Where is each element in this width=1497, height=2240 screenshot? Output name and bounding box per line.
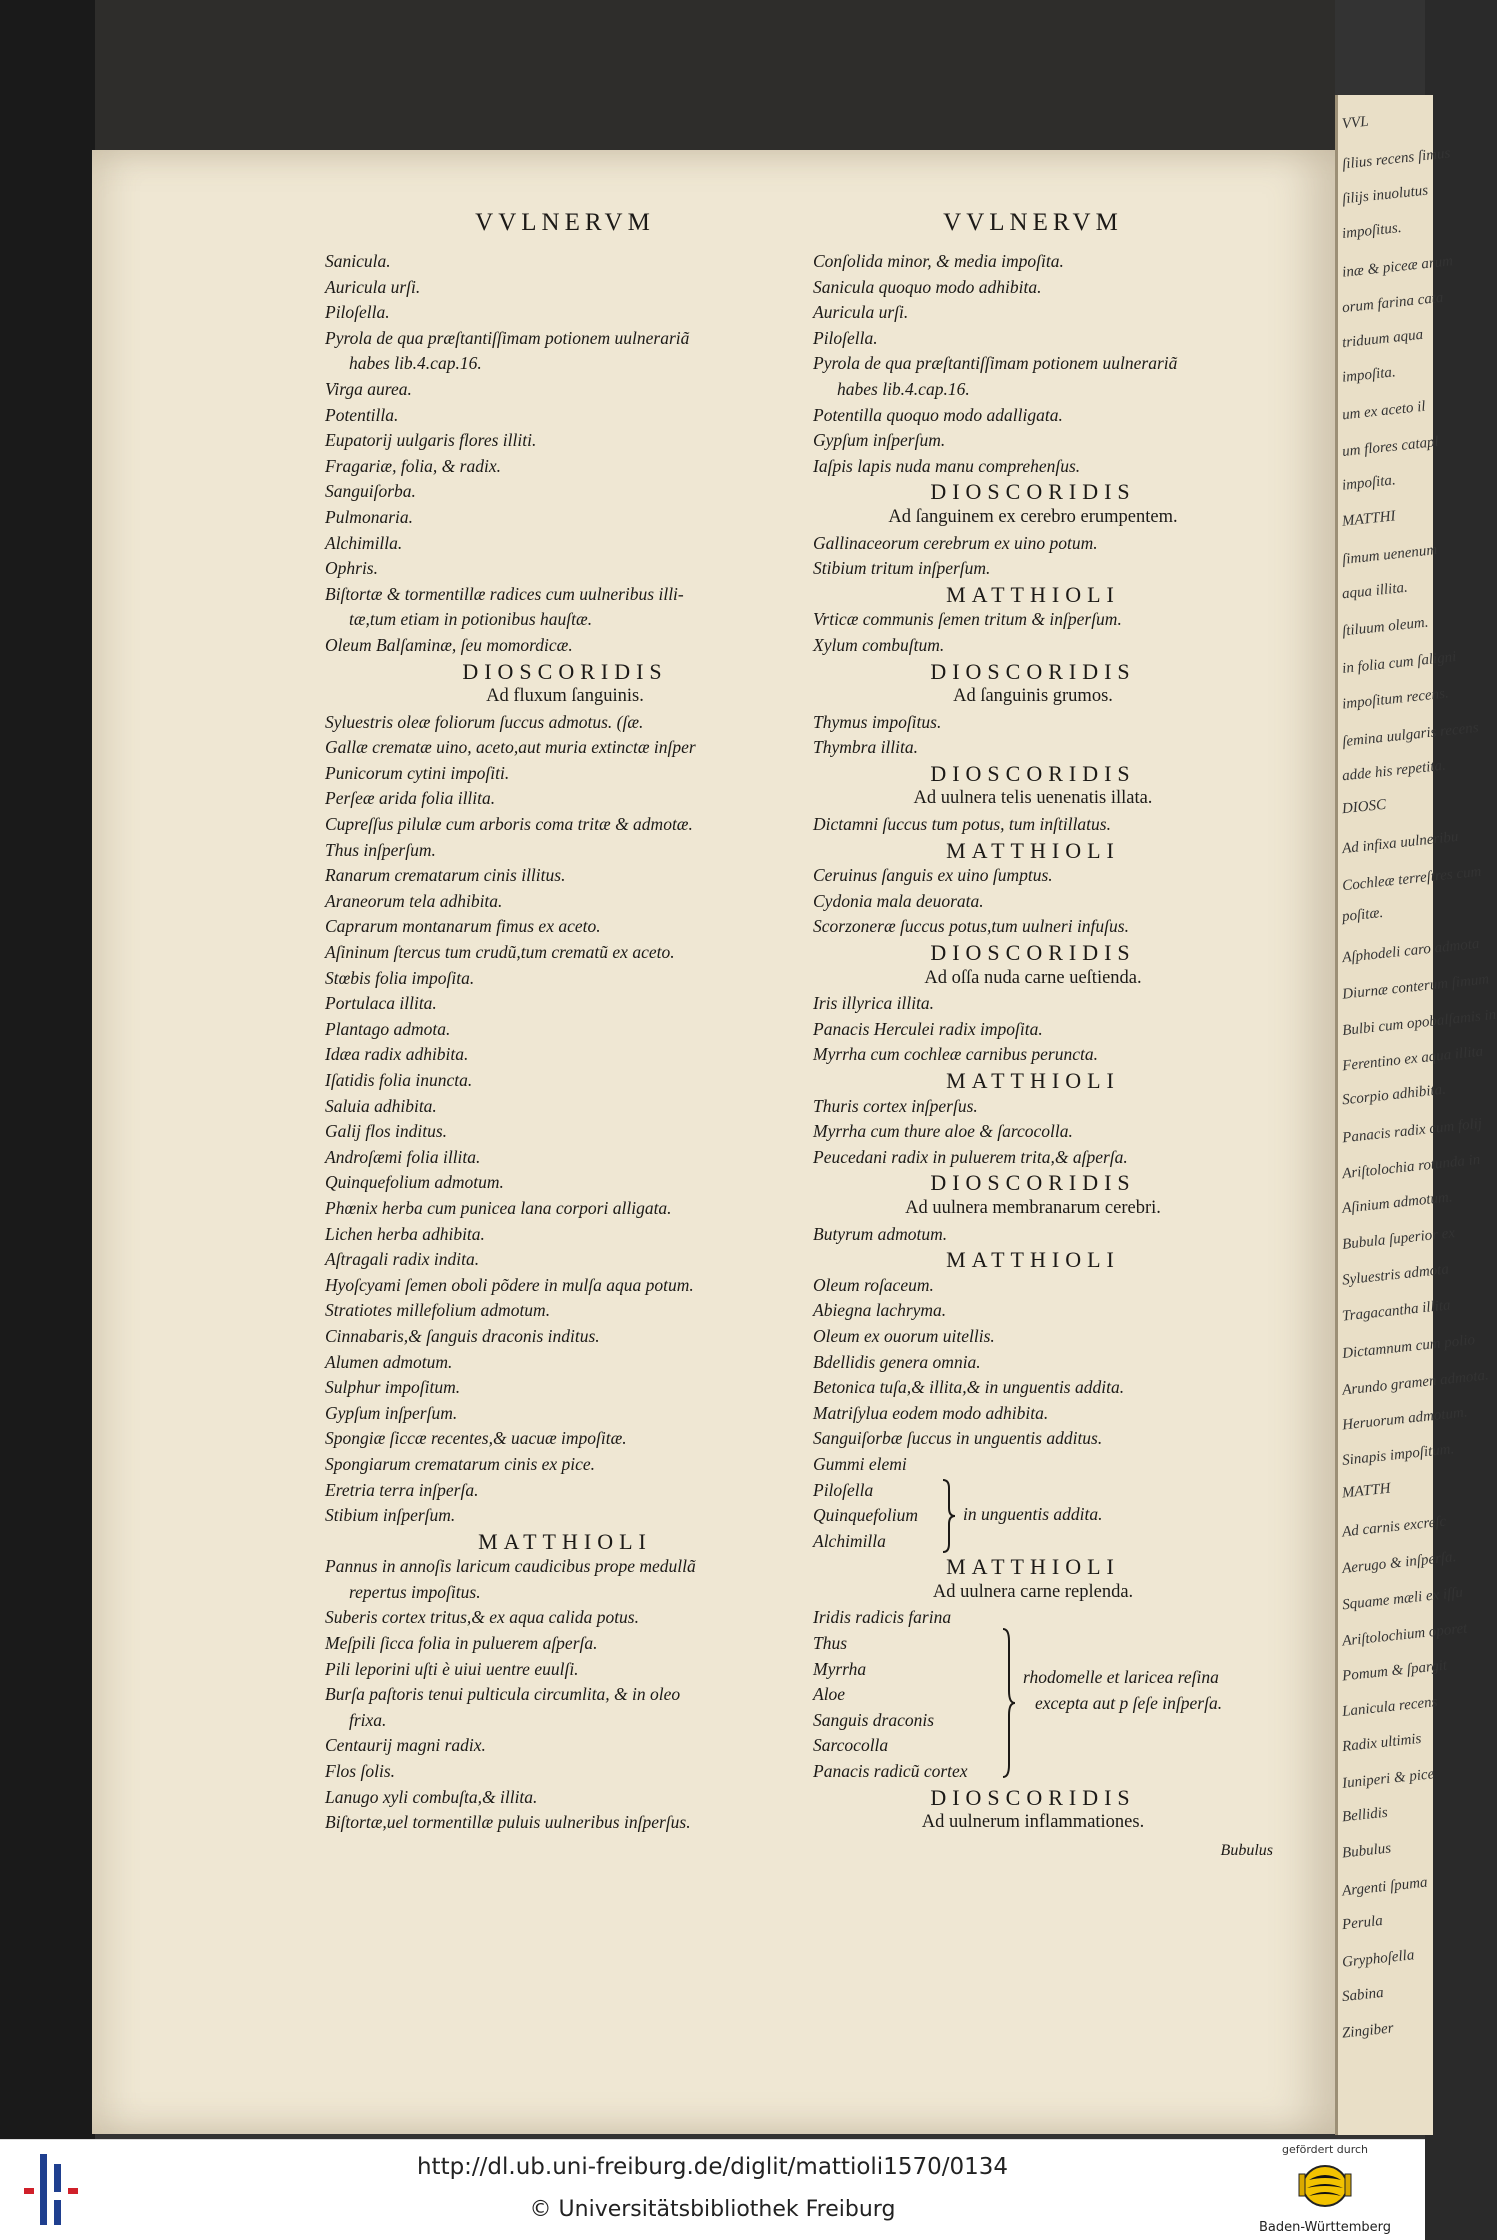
text-line: Butyrum admotum. bbox=[813, 1223, 948, 1244]
text-line: Alchimilla. bbox=[325, 532, 403, 553]
text-line: Punicorum cytini impoſiti. bbox=[325, 762, 510, 783]
brace-group-carne bbox=[813, 1605, 1253, 1784]
text-line-continuation: habes lib.4.cap.16. bbox=[837, 378, 970, 399]
text-line-continuation: tæ,tum etiam in potionibus hauſtæ. bbox=[349, 609, 593, 630]
text-line: Spongiarum crematarum cinis ex pice. bbox=[325, 1453, 596, 1474]
next-page-fragment: ſtiluum oleum. bbox=[1341, 614, 1430, 640]
next-page-fragment: Panacis radix cum folij bbox=[1341, 1115, 1483, 1147]
text-line: Suberis cortex tritus,& ex aqua calida potus. bbox=[325, 1607, 639, 1628]
next-page-fragment: Aerugo & inſperſa. bbox=[1341, 1549, 1458, 1577]
text-line: Syluestris oleæ foliorum ſuccus admotus. (ſæ. bbox=[325, 711, 644, 732]
text-line: Stibium tritum inſperſum. bbox=[813, 558, 991, 579]
text-line: Idæa radix adhibita. bbox=[325, 1044, 469, 1065]
text-line: Gypſum inſperſum. bbox=[813, 430, 946, 451]
section-heading: MATTHIOLI bbox=[946, 581, 1120, 607]
text-line: Dictamni ſuccus tum potus, tum inſtillatus. bbox=[813, 814, 1111, 835]
next-page-fragment: Pomum & ſpargit bbox=[1341, 1657, 1448, 1685]
section-heading: DIOSCORIDIS bbox=[930, 479, 1136, 505]
next-page-fragment: Syluestris admota bbox=[1341, 1261, 1450, 1289]
brace-item: Aloe bbox=[813, 1684, 846, 1705]
copyright-text: © Universitätsbibliothek Freiburg bbox=[529, 2197, 896, 2222]
left-column bbox=[325, 205, 805, 1836]
binding-strip bbox=[0, 0, 95, 2139]
text-line: Pulmonaria. bbox=[325, 506, 413, 527]
next-page-fragment: ſilijs inuolutus bbox=[1341, 182, 1429, 208]
curly-brace-icon bbox=[941, 1478, 957, 1554]
next-page-fragment: Bellidis bbox=[1341, 1804, 1389, 1826]
text-line: Oleum ex ouorum uitellis. bbox=[813, 1325, 995, 1346]
section-heading: DIOSCORIDIS bbox=[930, 1784, 1136, 1810]
section-subheading: Ad uulnera membranarum cerebri. bbox=[905, 1197, 1161, 1218]
text-line: Sulphur impoſitum. bbox=[325, 1377, 461, 1398]
brace-label-line1: rhodomelle et laricea reſina bbox=[1023, 1667, 1219, 1688]
text-line: Cupreſſus pilulæ cum arboris coma tritæ & admotæ. bbox=[325, 814, 693, 835]
text-line: Xylum combuſtum. bbox=[813, 634, 945, 655]
next-page-fragment: Scorpio adhibita. bbox=[1341, 1081, 1447, 1109]
text-line: Cinnabaris,& ſanguis draconis inditus. bbox=[325, 1325, 600, 1346]
next-page-fragment: orum farina cata bbox=[1341, 289, 1445, 317]
text-line: Gallæ crematæ uino, aceto,aut muria extinctæ inſper bbox=[325, 737, 696, 758]
next-page-fragment: Ariſtolochium oporet bbox=[1341, 1620, 1469, 1650]
section-heading: MATTHIOLI bbox=[946, 837, 1120, 863]
text-line: Oleum Balſaminæ, ſeu momordicæ. bbox=[325, 634, 573, 655]
text-line-continuation: repertus impoſitus. bbox=[349, 1581, 481, 1602]
next-page-fragment: Squame mæli ex iſſu bbox=[1341, 1584, 1464, 1614]
brace-item: Sarcocolla bbox=[813, 1735, 889, 1756]
text-line: Eupatorij uulgaris flores illiti. bbox=[325, 430, 537, 451]
next-page-fragment: Ad carnis excreſc bbox=[1341, 1513, 1447, 1541]
section-subheading: Ad ſanguinem ex cerebro erumpentem. bbox=[888, 506, 1178, 527]
brace-item: Quinquefolium bbox=[813, 1505, 918, 1526]
section-subheading: Ad ſanguinis grumos. bbox=[953, 686, 1113, 707]
text-line: Ceruinus ſanguis ex uino ſumptus. bbox=[813, 865, 1053, 886]
text-line: Biſtortæ & tormentillæ radices cum uulneribus illi- bbox=[325, 583, 684, 604]
next-page-fragment: impoſitum recens. bbox=[1341, 685, 1450, 713]
text-line: Potentilla. bbox=[325, 404, 399, 425]
text-line: Sanguiſorbæ ſuccus in unguentis additus. bbox=[813, 1428, 1103, 1449]
text-line: Gypſum inſperſum. bbox=[325, 1402, 458, 1423]
next-page-fragment: Aſphodeli caro admota bbox=[1341, 935, 1481, 967]
text-line: Potentilla quoquo modo adalligata. bbox=[813, 404, 1063, 425]
section-heading: DIOSCORIDIS bbox=[930, 940, 1136, 966]
brace-item: Alchimilla bbox=[813, 1530, 886, 1551]
text-line: Aſininum ſtercus tum crudũ,tum crematũ ex aceto. bbox=[325, 942, 675, 963]
text-line: Piloſella. bbox=[813, 327, 878, 348]
next-page-fragment: Bubulus bbox=[1341, 1840, 1392, 1862]
next-page-fragment: Sinapis impoſitum. bbox=[1341, 1441, 1455, 1469]
text-line: Peucedani radix in puluerem trita,& aſperſa. bbox=[813, 1146, 1128, 1167]
text-line: Gallinaceorum cerebrum ex uino potum. bbox=[813, 532, 1098, 553]
text-line: Phœnix herba cum punicea lana corpori alligata. bbox=[325, 1197, 672, 1218]
next-page-fragment: impoſita. bbox=[1341, 472, 1397, 494]
text-line: Ranarum crematarum cinis illitus. bbox=[325, 865, 566, 886]
next-page-fragment: Arundo gramen admota. bbox=[1341, 1367, 1490, 1399]
text-line: Quinquefolium admotum. bbox=[325, 1172, 504, 1193]
text-line-continuation: habes lib.4.cap.16. bbox=[349, 353, 482, 374]
text-line: Oleum roſaceum. bbox=[813, 1274, 934, 1295]
text-line: Sanguiſorba. bbox=[325, 481, 416, 502]
text-line: Lanugo xyli combuſta,& illita. bbox=[325, 1786, 538, 1807]
section-heading: DIOSCORIDIS bbox=[930, 760, 1136, 786]
brace-item: Iridis radicis farina bbox=[813, 1607, 952, 1628]
section-heading: DIOSCORIDIS bbox=[930, 1170, 1136, 1196]
text-line: Pyrola de qua præſtantiſſimam potionem uulnerariã bbox=[813, 353, 1178, 374]
next-page-fragment: Perula bbox=[1341, 1912, 1384, 1934]
next-page-fragment: Heruorum admotum. bbox=[1341, 1404, 1469, 1434]
next-page-fragment: Zingiber bbox=[1341, 2020, 1395, 2042]
text-line: Eretria terra inſperſa. bbox=[325, 1479, 479, 1500]
next-page-edge bbox=[1335, 95, 1497, 2135]
next-page-fragment: Ariſtolochia rotunda in bbox=[1341, 1151, 1482, 1183]
section-heading: DIOSCORIDIS bbox=[930, 658, 1136, 684]
section-heading: MATTHIOLI bbox=[946, 1554, 1120, 1580]
right-column-text bbox=[813, 249, 1253, 1478]
next-page-fragment: in folia cum ſaligni bbox=[1341, 649, 1458, 677]
text-line: Caprarum montanarum fimus ex aceto. bbox=[325, 916, 601, 937]
text-line: Androſæmi folia illita. bbox=[325, 1146, 481, 1167]
brace-item: Sanguis draconis bbox=[813, 1709, 935, 1730]
left-column-text bbox=[325, 249, 805, 1836]
sponsor-name: Baden-Württemberg bbox=[1259, 2220, 1391, 2235]
text-line-continuation: frixa. bbox=[349, 1709, 387, 1730]
text-line: Lichen herba adhibita. bbox=[325, 1223, 485, 1244]
text-line: Virga aurea. bbox=[325, 378, 412, 399]
text-line: Pili leporini uſti è uiui uentre euulſi. bbox=[325, 1658, 579, 1679]
document-url[interactable]: http://dl.ub.uni-freiburg.de/diglit/mattioli1570/0134 bbox=[416, 2154, 1009, 2180]
brace-group-unguentis bbox=[813, 1478, 1253, 1555]
text-line: Alumen admotum. bbox=[325, 1351, 453, 1372]
text-line: Stœbis folia impoſita. bbox=[325, 967, 475, 988]
text-line: Conſolida minor, & media impoſita. bbox=[813, 251, 1064, 271]
text-line: Aſtragali radix indita. bbox=[325, 1249, 480, 1270]
section-heading: MATTHIOLI bbox=[946, 1068, 1120, 1093]
next-page-fragment: Diurnæ conterum ſimum bbox=[1341, 971, 1490, 1003]
brace-item: Myrrha bbox=[813, 1658, 867, 1679]
curly-brace-icon bbox=[1001, 1627, 1017, 1779]
next-page-fragment: adde his repetita. bbox=[1341, 757, 1447, 785]
section-subheading: Ad uulnera carne replenda. bbox=[932, 1581, 1134, 1602]
text-line: Panacis Herculei radix impoſita. bbox=[813, 1018, 1043, 1039]
next-page-fragment: Bulbi cum opobalſamis in bbox=[1341, 1006, 1497, 1040]
text-line: Bdellidis genera omnia. bbox=[813, 1351, 981, 1372]
text-line: Burſa paſtoris tenui pulticula circumlita, & in oleo bbox=[325, 1684, 681, 1705]
text-line: Gummi elemi bbox=[813, 1453, 907, 1474]
top-shadow bbox=[95, 0, 1335, 150]
section-subheading: Ad uulnera telis uenenatis illata. bbox=[913, 788, 1153, 809]
next-page-fragment: Dictamnum cum polio bbox=[1341, 1332, 1476, 1362]
text-line: Galij flos inditus. bbox=[325, 1121, 448, 1142]
section-heading: MATTHIOLI bbox=[478, 1528, 652, 1554]
next-page-fragment: Gryphoſella bbox=[1341, 1947, 1416, 1971]
state-crest-icon bbox=[1295, 2158, 1355, 2214]
section-subheading: Ad uulnerum inflammationes. bbox=[921, 1812, 1145, 1833]
catchword: Bubulus bbox=[1220, 1841, 1273, 1859]
text-line: Auricula urſi. bbox=[813, 302, 909, 323]
text-line: Iaſpis lapis nuda manu comprehenſus. bbox=[813, 455, 1081, 476]
next-page-fragment: MATTH bbox=[1341, 1480, 1392, 1502]
next-page-fragment: Iuniperi & pice bbox=[1341, 1766, 1436, 1792]
next-page-fragment: impoſita. bbox=[1341, 364, 1397, 386]
text-line: Iſatidis folia inuncta. bbox=[325, 1070, 473, 1090]
text-line: Sanicula quoquo modo adhibita. bbox=[813, 276, 1042, 297]
text-line: Matriſylua eodem modo adhibita. bbox=[813, 1402, 1049, 1423]
text-line: Biſtortæ,uel tormentillæ puluis uulneribus inſperſus. bbox=[325, 1812, 691, 1833]
left-running-head: VVLNERVM bbox=[475, 209, 655, 236]
text-line: Cydonia mala deuorata. bbox=[813, 890, 984, 911]
text-line: Flos ſolis. bbox=[325, 1761, 396, 1782]
right-running-head: VVLNERVM bbox=[943, 209, 1123, 236]
next-page-fragment: DIOSC bbox=[1341, 796, 1387, 818]
text-line: Ophris. bbox=[325, 558, 378, 579]
text-line: Auricula urſi. bbox=[325, 276, 421, 297]
text-line: Araneorum tela adhibita. bbox=[325, 890, 503, 911]
text-line: Stibium inſperſum. bbox=[325, 1505, 456, 1526]
section-subheading: Ad oſſa nuda carne ueſtienda. bbox=[924, 967, 1142, 988]
brace-item: Thus bbox=[813, 1633, 848, 1654]
section-heading: DIOSCORIDIS bbox=[462, 658, 668, 684]
next-page-fragment: Lanicula recens bbox=[1341, 1694, 1439, 1720]
text-line: Centaurij magni radix. bbox=[325, 1735, 486, 1756]
text-line: Plantago admota. bbox=[325, 1018, 451, 1039]
next-page-fragment: Ad infixa uulneribu bbox=[1341, 828, 1460, 858]
next-page-fragment: Cochleæ terreſtres cum bbox=[1341, 863, 1483, 895]
text-line: Pannus in annoſis laricum caudicibus prope medullã bbox=[325, 1556, 696, 1577]
text-line: Myrrha cum cochleæ carnibus peruncta. bbox=[813, 1044, 1098, 1065]
text-line: Meſpili ſicca folia in puluerem aſperſa. bbox=[325, 1633, 598, 1654]
text-line: Thymbra illita. bbox=[813, 737, 919, 758]
brace-item: Piloſella bbox=[813, 1479, 874, 1500]
text-line: Hyoſcyami ſemen oboli põdere in mulſa aqua potum. bbox=[325, 1274, 694, 1295]
next-page-fragment: Argenti ſpuma bbox=[1341, 1874, 1429, 1900]
text-line: Thymus impoſitus. bbox=[813, 711, 942, 732]
section-subheading: Ad fluxum ſanguinis. bbox=[486, 686, 644, 707]
next-page-fragment: ſemina uulgaris recens bbox=[1341, 719, 1480, 751]
text-line: Thuris cortex inſperſus. bbox=[813, 1095, 978, 1116]
next-page-fragment: ſilius recens ſimus bbox=[1341, 145, 1452, 173]
text-line: Myrrha cum thure aloe & ſarcocolla. bbox=[813, 1121, 1073, 1142]
text-line: Sanicula. bbox=[325, 251, 391, 271]
right-column bbox=[813, 205, 1273, 1866]
brace-label: in unguentis addita. bbox=[963, 1503, 1103, 1524]
text-line: Betonica tuſa,& illita,& in unguentis addita. bbox=[813, 1377, 1125, 1398]
text-line: Abiegna lachryma. bbox=[813, 1300, 947, 1321]
text-line: Perſeæ arida folia illita. bbox=[325, 788, 496, 809]
next-page-fragment: um flores catapl bbox=[1341, 433, 1440, 461]
next-page-fragment: aqua illita. bbox=[1341, 579, 1409, 603]
text-line: Spongiæ ſiccæ recentes,& uacuæ impoſitæ. bbox=[325, 1428, 627, 1449]
next-page-fragment: poſitæ. bbox=[1341, 904, 1384, 926]
next-page-fragment: VVL bbox=[1341, 113, 1370, 133]
next-page-fragment: Radix ultimis bbox=[1341, 1730, 1423, 1756]
sponsor-block bbox=[1240, 2143, 1410, 2237]
next-page-fragment: inæ & piceæ arum bbox=[1341, 253, 1454, 281]
text-line: Iris illyrica illita. bbox=[813, 993, 935, 1014]
sponsor-caption: gefördert durch bbox=[1281, 2143, 1369, 2156]
next-page-fragment: MATTHI bbox=[1341, 508, 1397, 530]
brace-item: Panacis radicũ cortex bbox=[813, 1761, 968, 1782]
text-line: Portulaca illita. bbox=[325, 993, 437, 1014]
next-page-fragment: um ex aceto il bbox=[1341, 398, 1427, 424]
next-page-fragment: Sabina bbox=[1341, 1984, 1385, 2006]
next-page-fragment: Bubula ſuperior ex bbox=[1341, 1225, 1456, 1253]
next-page-fragment: ſimum uenenum bbox=[1341, 542, 1438, 568]
brace-label-line2: excepta aut p ſeſe inſperſa. bbox=[1035, 1693, 1223, 1714]
text-line: Stratiotes millefolium admotum. bbox=[325, 1300, 551, 1321]
next-page-fragment: Tragacantha illita bbox=[1341, 1297, 1452, 1325]
text-line: Piloſella. bbox=[325, 302, 390, 323]
next-page-fragment: triduum aqua bbox=[1341, 326, 1424, 352]
text-line: Pyrola de qua præſtantiſſimam potionem uulnerariã bbox=[325, 327, 690, 348]
text-line: Saluia adhibita. bbox=[325, 1095, 437, 1116]
next-page-fragment: Ferentino ex aqua illita bbox=[1341, 1043, 1484, 1075]
text-line: Vrticæ communis ſemen tritum & inſperſum. bbox=[813, 609, 1122, 630]
section-heading: MATTHIOLI bbox=[946, 1247, 1120, 1273]
text-line: Scorzoneræ ſuccus potus,tum uulneri infuſus. bbox=[813, 916, 1129, 937]
next-page-fragment: impoſitus. bbox=[1341, 219, 1403, 243]
text-line: Fragariæ, folia, & radix. bbox=[325, 455, 501, 476]
next-page-fragment: Aſinium admotum. bbox=[1341, 1189, 1454, 1217]
text-line: Thus inſperſum. bbox=[325, 839, 436, 860]
